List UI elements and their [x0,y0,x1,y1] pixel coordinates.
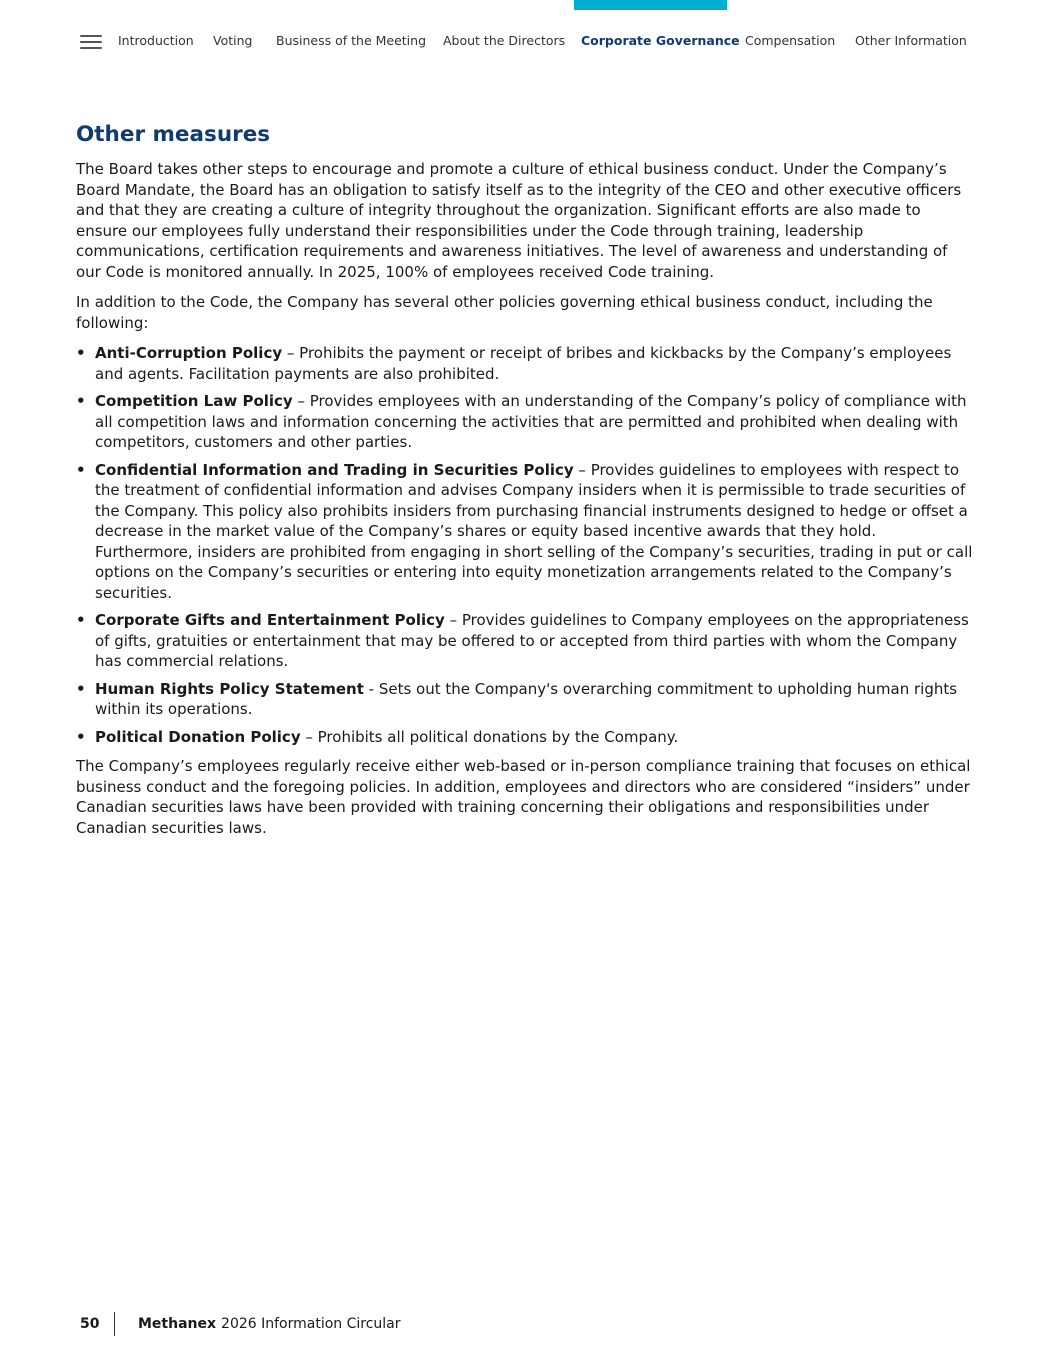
policy-name: Political Donation Policy [95,727,301,746]
brand-name: Methanex [138,1316,217,1332]
nav-item-voting[interactable]: Voting [213,33,253,48]
hamburger-menu-icon[interactable] [80,35,102,49]
policy-name: Confidential Information and Trading in Securities Policy [95,460,574,479]
list-item [76,391,976,453]
policy-name: Human Rights Policy Statement [95,679,364,698]
intro-paragraph: The Board takes other steps to encourage and promote a culture of ethical business conduct. Under the Company’s Board Mandate, the Board has an obligation to satisfy itself as to the integrity of the CEO and other executive officers and that they are creating a culture of integrity throughout the organization. Significant efforts are also made to ensure our employees fully understand their responsibilities under the Code through training, leadership communications, certification requirements and awareness initiatives. The level of awareness and understanding of our Code is monitored annually. In 2025, 100% of employees received Code training. [76,160,962,281]
list-item [76,679,976,720]
document-title: 2026 Information Circular [221,1316,401,1332]
list-item [76,460,976,604]
nav-item-introduction[interactable]: Introduction [118,33,194,48]
active-section-accent-bar [574,0,727,10]
policy-list [76,343,976,747]
main-content [76,120,976,848]
list-item [76,610,976,672]
list-item [76,343,976,384]
policy-description: – Provides guidelines to employees with respect to the treatment of confidential information and advises Company insiders when it is permissible to trade securities of the Company. This policy also prohibits insiders from purchasing financial instruments designed to hedge or offset a decrease in the market value of the Company’s shares or equity based incentive awards that they hold. Furthermore, insiders are prohibited from engaging in short selling of the Company’s securities, trading in put or call options on the Company’s securities or entering into equity monetization arrangements related to the Company’s securities. [95,460,973,602]
list-item [76,727,976,748]
page-footer [80,1312,401,1336]
policy-description: – Prohibits the payment or receipt of bribes and kickbacks by the Company’s employees and agents. Facilitation payments are also prohibited. [95,344,952,383]
footer-divider [114,1312,115,1336]
nav-item-corporate-governance[interactable]: Corporate Governance [581,33,740,48]
closing-paragraph: The Company’s employees regularly receive either web-based or in-person compliance training that focuses on ethical business conduct and the foregoing policies. In addition, employees and directors who are considered “insiders” under Canadian securities laws have been provided with training concerning their obligations and responsibilities under Canadian securities laws. [76,757,971,837]
policy-name: Corporate Gifts and Entertainment Policy [95,611,445,629]
policy-description: – Provides guidelines to Company employees on the appropriateness of gifts, gratuities or entertainment that may be offered to or accepted from third parties with whom the Company has commercial relations. [95,611,969,670]
nav-item-about-the-directors[interactable]: About the Directors [443,33,566,48]
section-title: Other measures [76,122,271,147]
nav-item-business-of-the-meeting[interactable]: Business of the Meeting [276,33,426,48]
policy-description: – Provides employees with an understanding of the Company’s policy of compliance with all competition laws and information concerning the activities that are permitted and prohibited when dealing with competitors, customers and other parties. [95,392,967,451]
nav-item-compensation[interactable]: Compensation [745,33,836,48]
policy-name: Competition Law Policy [95,392,293,410]
policies-intro-paragraph: In addition to the Code, the Company has several other policies governing ethical business conduct, including the following: [76,293,933,332]
policy-description: - Sets out the Company's overarching commitment to upholding human rights within its operations. [95,679,958,718]
nav-item-other-information[interactable]: Other Information [855,33,967,48]
policy-name: Anti-Corruption Policy [95,344,283,362]
page-number: 50 [80,1316,100,1332]
policy-description: – Prohibits all political donations by the Company. [300,727,679,746]
